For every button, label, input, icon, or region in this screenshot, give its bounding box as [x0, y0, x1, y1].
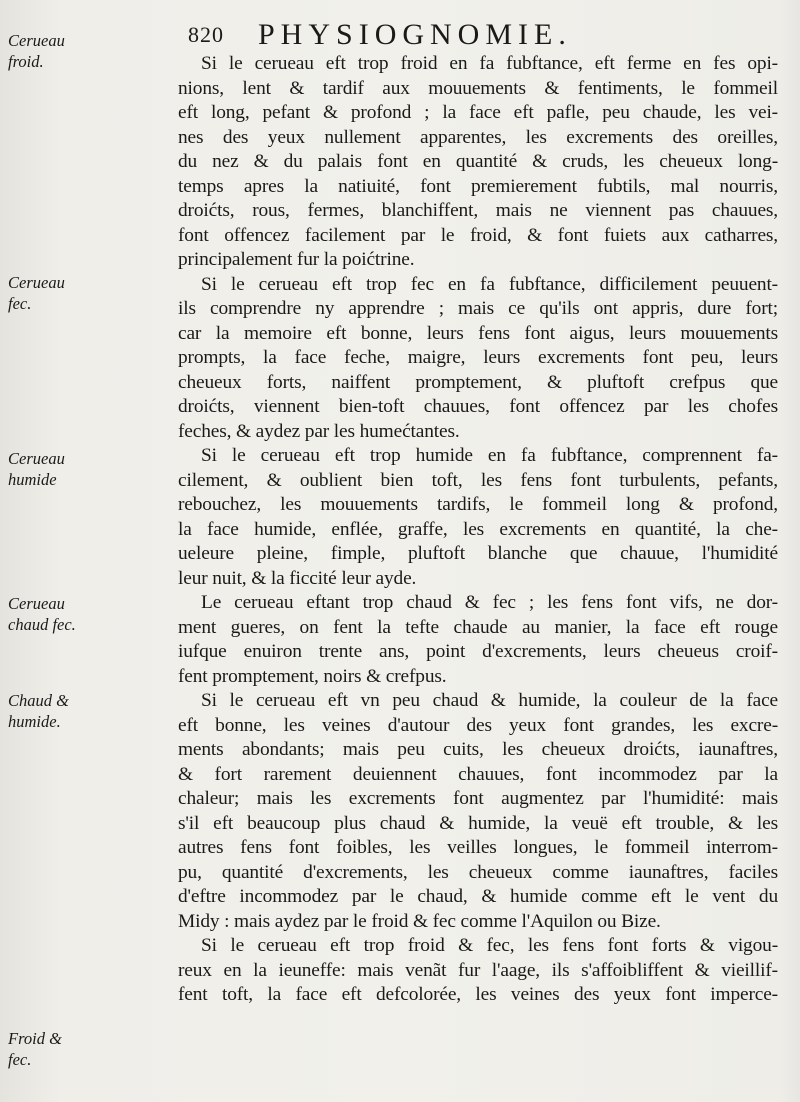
margin-note-cerueau-humide — [8, 448, 116, 490]
text-line: prompts, la face feche, maigre, leurs excrements font peu, leurs — [178, 347, 778, 368]
margin-note-text: Cerueau chaud fec. — [8, 594, 76, 634]
text-line: Si le cerueau eft trop fec en fa fubftance, difficilement peuuent- — [201, 273, 778, 295]
margin-note-cerueau-froid — [8, 30, 116, 72]
margin-note-cerueau-sec — [8, 272, 116, 314]
text-line: Si le cerueau eft trop froid en fa fubftance, eft ferme en fes opi- — [201, 53, 778, 74]
text-line: leur nuit, & la ficcité leur ayde. — [178, 567, 417, 589]
margin-note-cerueau-chaud-sec — [8, 593, 116, 635]
text-line: d'eftre incommodez par le chaud, & humide comme eft le vent du — [178, 886, 778, 907]
margin-note-froid-sec — [8, 1028, 116, 1070]
margin-note-text: Cerueau fec. — [8, 273, 65, 313]
text-line: temps apres la natiuité, font premierement fubtils, mal nourris, — [178, 175, 778, 197]
text-line: cilement, & oublient bien toft, les fens font turbulents, pefants, — [178, 469, 778, 491]
margin-note-chaud-humide — [8, 690, 116, 732]
text-line: autres fens font foibles, les veilles longues, le fommeil interrom- — [178, 837, 778, 858]
text-line: feches, & aydez par les humećtantes. — [178, 420, 460, 442]
text-line: pu, quantité d'excrements, les cheueux comme iaunaftres, faciles — [178, 861, 778, 883]
text-line: Si le cerueau eft trop humide en fa fubftance, comprennent fa- — [201, 445, 778, 466]
text-line: nes des yeux nullement apparentes, les excrements des oreilles, — [178, 126, 778, 148]
text-line: fent promptement, noirs & crefpus. — [178, 665, 447, 687]
text-line: droićts, rous, fermes, blanchiffent, mais ne viennent pas chauues, — [178, 200, 778, 221]
text-line: ils comprendre ny apprendre ; mais ce qu'ils ont appris, dure fort; — [178, 298, 778, 319]
text-line: ment gueres, on fent la tefte chaude au manier, la face eft rouge — [178, 616, 778, 638]
margin-notes — [0, 0, 110, 1102]
text-line: du nez & du palais font en quantité & cruds, les cheueux long- — [178, 151, 778, 172]
margin-note-text: Cerueau froid. — [8, 31, 65, 71]
margin-note-text: Cerueau humide — [8, 449, 65, 489]
margin-note-text: Chaud & humide. — [8, 691, 69, 731]
text-line: font offencez facilement par le froid, & font fuiets aux catharres, — [178, 224, 778, 246]
text-line: & fort rarement deuiennent chauues, font incommodez par la — [178, 763, 778, 785]
text-line: fent toft, la face eft defcolorée, les veines des yeux font imperce- — [178, 984, 778, 1005]
text-line: Le cerueau eftant trop chaud & fec ; les fens font vifs, ne dor- — [201, 592, 778, 613]
text-line: Si le cerueau eft trop froid & fec, les fens font forts & vigou- — [201, 935, 778, 956]
body-text — [178, 52, 778, 1008]
text-line: cheueux forts, naiffent promptement, & pluftoft crefpus que — [178, 371, 778, 393]
text-line: reux en la ieuneffe: mais venãt fur l'aage, ils s'affoibliffent & vieillif- — [178, 959, 778, 981]
text-line: nions, lent & tardif aux mouuements & fentiments, le fommeil — [178, 77, 778, 99]
text-line: principalement fur la poićtrine. — [178, 249, 415, 270]
text-line: eft bonne, les veines d'autour des yeux font grandes, les excre- — [178, 714, 778, 736]
page-header — [188, 14, 768, 54]
text-line: eft long, pefant & profond ; la face eft pafle, peu chaude, les vei- — [178, 102, 778, 123]
text-line: Si le cerueau eft vn peu chaud & humide, la couleur de la face — [201, 690, 778, 711]
text-line: s'il eft beaucoup plus chaud & humide, la veuë eft trouble, & les — [178, 812, 778, 834]
text-line: ueleure pleine, fimple, pluftoft blanche que chauue, l'humidité — [178, 543, 778, 564]
text-line: ments abondants; mais peu cuits, les cheueux droićts, iaunaftres, — [178, 739, 778, 760]
text-line: car la memoire eft bonne, leurs fens font aigus, leurs mouuements — [178, 322, 778, 344]
text-line: Midy : mais aydez par le froid & fec comme l'Aquilon ou Bize. — [178, 910, 661, 932]
margin-note-text: Froid & fec. — [8, 1029, 62, 1069]
text-line: iufque enuiron trente ans, point d'excrements, leurs cheueus croif- — [178, 641, 778, 662]
text-line: rebouchez, les mouuements tardifs, le fommeil long & profond, — [178, 494, 778, 515]
text-line: la face humide, enflée, graffe, les excrements en quantité, la che- — [178, 518, 778, 540]
page-number: 820 — [188, 22, 224, 47]
text-line: chaleur; mais les excrements font augmentez par l'humidité: mais — [178, 788, 778, 809]
text-line: droićts, viennent bien-toft chauues, font offencez par les chofes — [178, 396, 778, 417]
running-title: PHYSIOGNOMIE. — [258, 18, 572, 51]
